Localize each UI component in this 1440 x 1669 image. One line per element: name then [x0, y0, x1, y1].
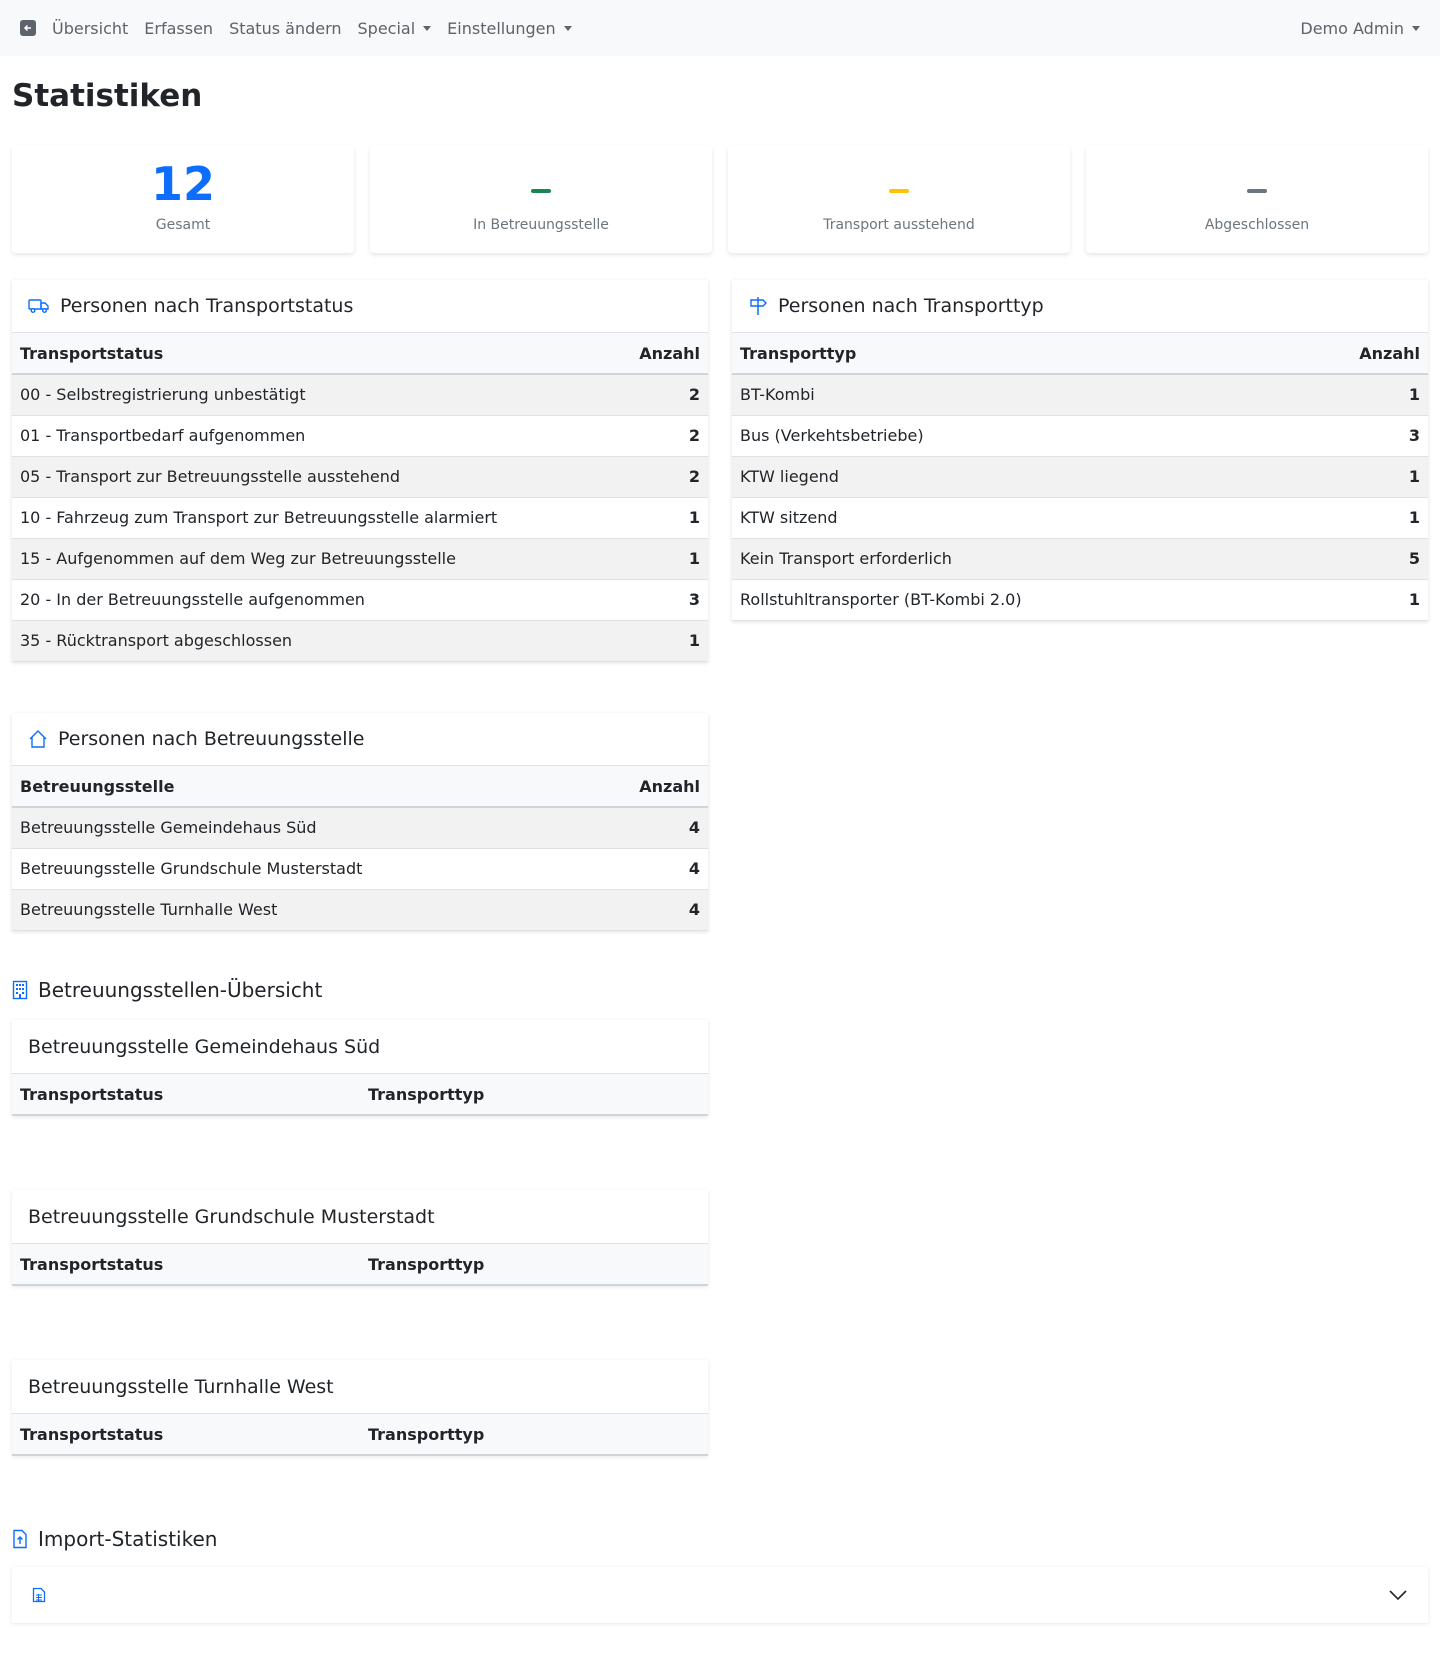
column-header: Anzahl — [585, 766, 708, 807]
card-title: Personen nach Transporttyp — [778, 295, 1044, 317]
table-row — [12, 456, 708, 497]
section-title-text: Import-Statistiken — [38, 1527, 218, 1551]
row-name: Betreuungsstelle Gemeindehaus Süd — [12, 807, 585, 848]
column-header: Transportstatus — [12, 333, 614, 374]
card-transporttyp — [732, 280, 1428, 621]
row-name: 35 - Rücktransport abgeschlossen — [12, 620, 614, 661]
row-count: 1 — [1285, 456, 1428, 497]
truck-icon — [28, 298, 50, 314]
nav-label: Einstellungen — [447, 18, 556, 38]
column-header: Transporttyp — [360, 1074, 708, 1115]
nav-label: Erfassen — [144, 18, 214, 38]
table-row — [12, 374, 708, 415]
row-name: 10 - Fahrzeug zum Transport zur Betreuungsstelle alarmiert — [12, 497, 614, 538]
stat-label: Gesamt — [155, 217, 211, 233]
betreuungsstelle-table — [12, 766, 708, 931]
stelle-table — [12, 1074, 708, 1116]
row-count: 2 — [614, 415, 708, 456]
stat-label: Transport ausstehend — [823, 217, 975, 233]
row-name: Kein Transport erforderlich — [732, 538, 1285, 579]
row-count: 1 — [614, 620, 708, 661]
row-name: KTW liegend — [732, 456, 1285, 497]
card-title: Personen nach Betreuungsstelle — [58, 728, 365, 750]
stat-dash — [531, 189, 551, 193]
row-name: 05 - Transport zur Betreuungsstelle ausstehend — [12, 456, 614, 497]
stat-card-in-betreuungsstelle — [370, 145, 712, 253]
stat-label: Abgeschlossen — [1204, 217, 1310, 233]
table-row — [12, 538, 708, 579]
chevron-down-icon[interactable] — [1388, 1589, 1408, 1601]
table-row — [732, 497, 1428, 538]
transportstatus-table — [12, 333, 708, 662]
table-row — [732, 538, 1428, 579]
table-header-row — [12, 333, 708, 374]
row-count: 5 — [1285, 538, 1428, 579]
row-name: 01 - Transportbedarf aufgenommen — [12, 415, 614, 456]
nav-uebersicht[interactable] — [52, 19, 128, 38]
card-title: Personen nach Transportstatus — [60, 295, 354, 317]
stelle-title: Betreuungsstelle Gemeindehaus Süd — [12, 1020, 708, 1074]
row-count: 1 — [614, 497, 708, 538]
spreadsheet-icon — [32, 1587, 46, 1603]
section-title-import — [12, 1527, 217, 1551]
row-name: 00 - Selbstregistrierung unbestätigt — [12, 374, 614, 415]
row-name: BT-Kombi — [732, 374, 1285, 415]
row-count: 4 — [585, 889, 708, 930]
row-name: Betreuungsstelle Grundschule Musterstadt — [12, 848, 585, 889]
building-icon — [12, 980, 28, 1000]
table-row — [12, 807, 708, 848]
column-header: Transportstatus — [12, 1244, 360, 1285]
stelle-card-turnhalle — [12, 1360, 708, 1456]
section-title-uebersicht — [12, 978, 322, 1002]
navbar — [0, 0, 1440, 56]
row-name: Betreuungsstelle Turnhalle West — [12, 889, 585, 930]
stelle-card-gemeindehaus — [12, 1020, 708, 1116]
stat-card-transport-ausstehend — [728, 145, 1070, 253]
table-row — [12, 620, 708, 661]
column-header: Anzahl — [1285, 333, 1428, 374]
card-transportstatus — [12, 280, 708, 662]
column-header: Transporttyp — [360, 1244, 708, 1285]
table-header-row — [732, 333, 1428, 374]
table-header-row — [12, 1244, 708, 1285]
nav-status-aendern[interactable] — [229, 19, 341, 38]
row-name: 20 - In der Betreuungsstelle aufgenommen — [12, 579, 614, 620]
card-header — [732, 280, 1428, 333]
row-name: Bus (Verkehtsbetriebe) — [732, 415, 1285, 456]
nav-special-dropdown[interactable] — [358, 19, 432, 38]
user-menu-dropdown[interactable] — [1300, 19, 1420, 38]
nav-erfassen[interactable] — [144, 19, 213, 38]
table-row — [732, 579, 1428, 620]
section-title-text: Betreuungsstellen-Übersicht — [38, 978, 323, 1002]
user-name: Demo Admin — [1300, 18, 1404, 38]
row-count: 1 — [614, 538, 708, 579]
stat-value: 12 — [150, 157, 215, 211]
stelle-table — [12, 1244, 708, 1286]
row-count: 1 — [1285, 497, 1428, 538]
stat-label: In Betreuungsstelle — [473, 217, 609, 233]
row-name: KTW sitzend — [732, 497, 1285, 538]
signpost-icon — [748, 296, 768, 316]
row-count: 1 — [1285, 374, 1428, 415]
nav-einstellungen-dropdown[interactable] — [447, 19, 571, 38]
card-header — [12, 280, 708, 333]
table-row — [12, 848, 708, 889]
card-header — [12, 713, 708, 766]
stelle-table — [12, 1414, 708, 1456]
stat-dash — [889, 189, 909, 193]
row-count: 1 — [1285, 579, 1428, 620]
stat-dash — [1247, 189, 1267, 193]
row-count: 2 — [614, 374, 708, 415]
table-row — [12, 889, 708, 930]
back-icon[interactable] — [20, 20, 36, 36]
column-header: Transporttyp — [732, 333, 1285, 374]
row-count: 4 — [585, 848, 708, 889]
row-name: 15 - Aufgenommen auf dem Weg zur Betreuungsstelle — [12, 538, 614, 579]
row-count: 4 — [585, 807, 708, 848]
table-row — [732, 374, 1428, 415]
column-header: Anzahl — [614, 333, 708, 374]
import-accordion[interactable] — [12, 1567, 1428, 1623]
column-header: Betreuungsstelle — [12, 766, 585, 807]
caret-down-icon — [564, 26, 572, 31]
stelle-title: Betreuungsstelle Grundschule Musterstadt — [12, 1190, 708, 1244]
stelle-card-grundschule — [12, 1190, 708, 1286]
stat-card-abgeschlossen — [1086, 145, 1428, 253]
nav-label: Übersicht — [52, 18, 129, 38]
row-count: 3 — [614, 579, 708, 620]
file-upload-icon — [12, 1529, 28, 1549]
nav-label: Status ändern — [229, 18, 342, 38]
house-icon — [28, 729, 48, 749]
row-count: 2 — [614, 456, 708, 497]
table-row — [12, 579, 708, 620]
card-betreuungsstelle — [12, 713, 708, 931]
stelle-title: Betreuungsstelle Turnhalle West — [12, 1360, 708, 1414]
table-row — [732, 456, 1428, 497]
stat-card-gesamt — [12, 145, 354, 253]
transporttyp-table — [732, 333, 1428, 621]
page-title: Statistiken — [12, 78, 203, 114]
table-row — [12, 415, 708, 456]
caret-down-icon — [1412, 26, 1420, 31]
column-header: Transporttyp — [360, 1414, 708, 1455]
table-header-row — [12, 766, 708, 807]
row-name: Rollstuhltransporter (BT-Kombi 2.0) — [732, 579, 1285, 620]
table-row — [12, 497, 708, 538]
table-row — [732, 415, 1428, 456]
column-header: Transportstatus — [12, 1074, 360, 1115]
table-header-row — [12, 1074, 708, 1115]
nav-label: Special — [357, 18, 416, 38]
caret-down-icon — [423, 26, 431, 31]
table-header-row — [12, 1414, 708, 1455]
row-count: 3 — [1285, 415, 1428, 456]
column-header: Transportstatus — [12, 1414, 360, 1455]
